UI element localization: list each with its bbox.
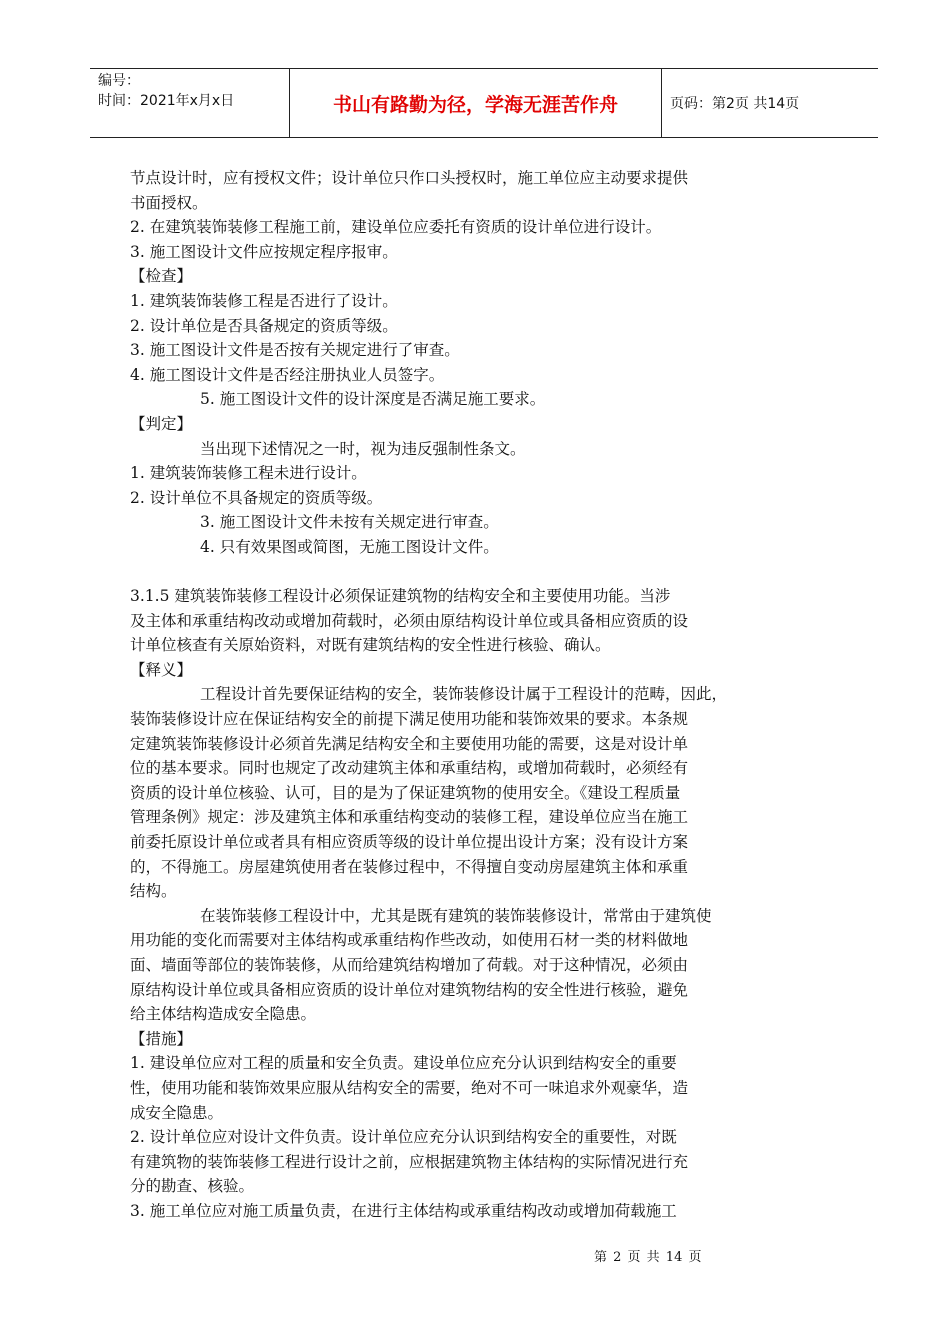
document-body: [130, 166, 850, 1224]
header-number-label: 编号：: [98, 73, 140, 89]
text-line: 管理条例》规定：涉及建筑主体和承重结构变动的装修工程，建设单位应当在施工: [130, 808, 689, 827]
text-line: 书面授权。: [130, 193, 208, 212]
section-heading: 【释义】: [130, 660, 193, 679]
text-line: 1. 建筑装饰装修工程是否进行了设计。: [130, 291, 398, 310]
page-header: [90, 68, 878, 138]
text-line: 用功能的变化而需要对主体结构或承重结构作些改动，如使用石材一类的材料做地: [130, 931, 689, 950]
header-page-info: 页码：第2页 共14页: [670, 96, 800, 112]
text-line: 前委托原设计单位或者具有相应资质等级的设计单位提出设计方案；没有设计方案: [130, 833, 689, 852]
text-line: 1. 建设单位应对工程的质量和安全负责。建设单位应充分认识到结构安全的重要: [130, 1054, 677, 1073]
text-line: 3. 施工图设计文件未按有关规定进行审查。: [200, 513, 499, 532]
text-line: 当出现下述情况之一时，视为违反强制性条文。: [200, 439, 526, 458]
text-line: 位的基本要求。同时也规定了改动建筑主体和承重结构，或增加荷载时，必须经有: [130, 759, 689, 778]
text-line: 装饰装修设计应在保证结构安全的前提下满足使用功能和装饰效果的要求。本条规: [130, 710, 689, 729]
text-line: 及主体和承重结构改动或增加荷载时，必须由原结构设计单位或具备相应资质的设: [130, 611, 689, 630]
text-line: 定建筑装饰装修设计必须首先满足结构安全和主要使用功能的需要，这是对设计单: [130, 734, 689, 753]
text-line: 有建筑物的装饰装修工程进行设计之前，应根据建筑物主体结构的实际情况进行充: [130, 1152, 689, 1171]
text-line: 原结构设计单位或具备相应资质的设计单位对建筑物结构的安全性进行核验，避免: [130, 980, 689, 999]
text-line: 2. 设计单位是否具备规定的资质等级。: [130, 316, 398, 335]
clause-line: 3.1.5 建筑装饰装修工程设计必须保证建筑物的结构安全和主要使用功能。当涉: [130, 587, 671, 606]
header-motto: 书山有路勤为径，学海无涯苦作舟: [290, 69, 662, 137]
text-line: 资质的设计单位核验、认可，目的是为了保证建筑物的使用安全。《建设工程质量: [130, 783, 681, 802]
text-line: 4. 施工图设计文件是否经注册执业人员签字。: [130, 365, 445, 384]
page-footer: 第 2 页 共 14 页: [594, 1250, 702, 1265]
text-line: 2. 设计单位应对设计文件负责。设计单位应充分认识到结构安全的重要性，对既: [130, 1128, 677, 1147]
text-line: 3. 施工图设计文件是否按有关规定进行了审查。: [130, 341, 460, 360]
text-line: 性，使用功能和装饰效果应服从结构安全的需要，绝对不可一味追求外观豪华，造: [130, 1078, 689, 1097]
text-line: 1. 建筑装饰装修工程未进行设计。: [130, 464, 367, 483]
text-line: 3. 施工单位应对施工质量负责，在进行主体结构或承重结构改动或增加荷载施工: [130, 1201, 677, 1220]
text-line: 的，不得施工。房屋建筑使用者在装修过程中，不得擅自变动房屋建筑主体和承重: [130, 857, 689, 876]
section-heading: 【判定】: [130, 414, 193, 433]
section-heading: 【措施】: [130, 1029, 193, 1048]
blank-line: [130, 560, 850, 585]
header-time-label: 时间：2021年x月x日: [98, 93, 235, 109]
text-line: 分的勘查、核验。: [130, 1177, 255, 1196]
text-line: 给主体结构造成安全隐患。: [130, 1005, 317, 1024]
text-line: 节点设计时，应有授权文件；设计单位只作口头授权时，施工单位应主动要求提供: [130, 169, 689, 187]
text-line: 4. 只有效果图或简图，无施工图设计文件。: [200, 537, 499, 556]
text-line: 2. 设计单位不具备规定的资质等级。: [130, 488, 383, 507]
text-line: 2. 在建筑装饰装修工程施工前，建设单位应委托有资质的设计单位进行设计。: [130, 218, 662, 237]
text-line: 3. 施工图设计文件应按规定程序报审。: [130, 242, 398, 261]
text-line: 面、墙面等部位的装饰装修，从而给建筑结构增加了荷载。对于这种情况，必须由: [130, 956, 689, 974]
text-line: 成安全隐患。: [130, 1103, 224, 1122]
section-heading: 【检查】: [130, 267, 193, 286]
text-line: 5. 施工图设计文件的设计深度是否满足施工要求。: [200, 390, 546, 409]
text-line: 工程设计首先要保证结构的安全，装饰装修设计属于工程设计的范畴，因此，: [200, 685, 728, 704]
text-line: 计单位核查有关原始资料，对既有建筑结构的安全性进行核验、确认。: [130, 636, 611, 655]
text-line: 在装饰装修工程设计中，尤其是既有建筑的装饰装修设计，常常由于建筑使: [200, 906, 712, 925]
text-line: 结构。: [130, 882, 177, 901]
header-meta: [90, 69, 290, 137]
